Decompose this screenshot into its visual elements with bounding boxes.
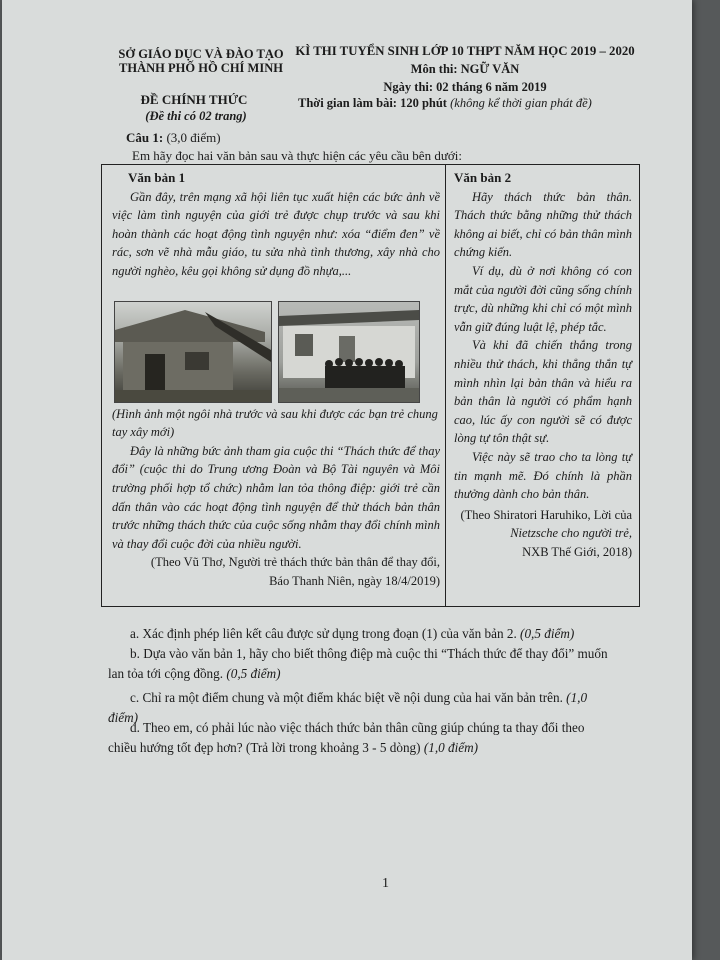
old-house-illustration <box>115 302 271 402</box>
new-house-illustration <box>279 302 419 402</box>
department-block <box>106 47 296 75</box>
question-c-points1: (1,0 <box>566 690 588 705</box>
dept-line1: SỞ GIÁO DỤC VÀ ĐÀO TẠO <box>118 47 284 61</box>
question1-heading <box>126 130 221 146</box>
page-number: 1 <box>382 876 389 891</box>
photo-after <box>278 301 420 403</box>
question-c-points2: điểm) <box>108 710 139 725</box>
column-divider <box>445 165 446 606</box>
question-d-line1: d. Theo em, có phải lúc nào việc thách thức bản thân cũng giúp chúng ta thay đổi theo <box>130 720 585 735</box>
text2-source-line3: NXB Thế Giới, 2018) <box>522 544 632 559</box>
text2-column <box>454 169 632 561</box>
exam-title: KÌ THI TUYỂN SINH LỚP 10 THPT NĂM HỌC 2019 – 2020 <box>295 44 635 58</box>
exam-paper <box>2 0 692 960</box>
reading-box <box>101 164 640 607</box>
dept-line2: THÀNH PHỐ HỒ CHÍ MINH <box>119 61 283 75</box>
question-b-text2: lan tỏa tới cộng đồng. <box>108 666 224 681</box>
question-a-points: (0,5 điểm) <box>520 626 575 641</box>
question1-label: Câu 1: <box>126 130 164 145</box>
text1-source-line2: Báo Thanh Niên, ngày 18/4/2019) <box>269 573 440 588</box>
question-a-text: a. Xác định phép liên kết câu được sử dụng trong đoạn (1) của văn bản 2. <box>130 626 517 641</box>
official-label: ĐỀ CHÍNH THỨC <box>140 92 248 107</box>
question-d-text2: chiều hướng tốt đẹp hơn? (Trả lời trong khoảng 3 - 5 dòng) <box>108 740 421 755</box>
text2-source <box>454 506 632 562</box>
question1-instruction: Em hãy đọc hai văn bản sau và thực hiện các yêu cầu bên dưới: <box>132 148 462 163</box>
question1-points: (3,0 điểm) <box>166 130 221 145</box>
pages-note: (Đề thi có 02 trang) <box>145 109 247 123</box>
exam-date: Ngày thi: 02 tháng 6 năm 2019 <box>383 80 547 94</box>
question-c <box>130 688 690 708</box>
text2-title: Văn bản 2 <box>454 170 512 185</box>
question-a <box>130 624 670 644</box>
text1-para1: Gần đây, trên mạng xã hội liên tục xuất hiện các bức ảnh về việc làm tình nguyện của giới trẻ được chụp trước và sau khi hoàn thành các hoạt động tình nguyện như: xóa “điểm đen” về rác, sơn vẽ nhà mẫu giáo, tu sửa nhà tình thương, xây nhà cho người nghèo, kêu gọi không sử dụng đồ nhựa,... <box>112 189 440 278</box>
photo-before <box>114 301 272 403</box>
question-b-points: (0,5 điểm) <box>226 666 281 681</box>
text1-para2: Đây là những bức ảnh tham gia cuộc thi “Thách thức để thay đổi” (cuộc thi do Trung ương Đoàn và Bộ Tài nguyên và Môi trường phối hợp tổ chức) nhằm lan tỏa thông điệp: giới trẻ cần dấn thân vào các hoạt động tình nguyện để thử thách bản thân trước những thách thức của cuộc sống nhằm thay đổi chính mình và thay đổi cuộc đời của nhiều người. <box>112 443 440 551</box>
question-d-line2 <box>108 738 668 758</box>
question-b-line2 <box>108 664 653 684</box>
text1-source <box>112 553 440 590</box>
photo-caption: (Hình ảnh một ngôi nhà trước và sau khi được các bạn trẻ chung tay xây mới) <box>112 406 438 440</box>
time-note: (không kể thời gian phát đề) <box>450 96 592 110</box>
time-allowed: Thời gian làm bài: 120 phút <box>298 96 447 110</box>
text2-source-line1: (Theo Shiratori Haruhiko, Lời của <box>460 507 632 522</box>
time-line <box>298 96 658 110</box>
question-b-line1: b. Dựa vào văn bản 1, hãy cho biết thông điệp mà cuộc thi “Thách thức để thay đổi” muốn <box>130 646 608 661</box>
text1-source-line1: (Theo Vũ Thơ, Người trẻ thách thức bản thân để thay đổi, <box>150 555 440 570</box>
text2-para1: Hãy thách thức bản thân. Thách thức bằng những thử thách không ai biết, chỉ có bản thân mình chứng kiến. <box>454 189 632 260</box>
subject: Môn thi: NGỮ VĂN <box>410 62 520 76</box>
text2-para2: Ví dụ, dù ở nơi không có con mắt của người đời cũng sống chính trực, dù những khi chỉ có một mình vẫn giữ đúng luật lệ, phép tắc. <box>454 263 632 334</box>
text2-para4: Việc này sẽ trao cho ta lòng tự tin mạnh mẽ. Đó chính là phần thưởng dành cho bản thân. <box>454 449 632 502</box>
text2-para3: Và khi đã chiến thắng trong nhiều thử thách, khi thẳng thắn tự mình nhìn lại bản thân và hiểu ra bản thân là người có phẩm hạnh cao, lúc ấy con người sẽ có được lòng tự tôn thật sự. <box>454 338 632 446</box>
text1-title: Văn bản 1 <box>128 170 186 185</box>
question-c-text: c. Chỉ ra một điểm chung và một điểm khác biệt về nội dung của hai văn bản trên. <box>130 690 563 705</box>
text2-source-line2: Nietzsche cho người trẻ, <box>510 526 632 541</box>
question-d-points: (1,0 điểm) <box>423 740 479 755</box>
